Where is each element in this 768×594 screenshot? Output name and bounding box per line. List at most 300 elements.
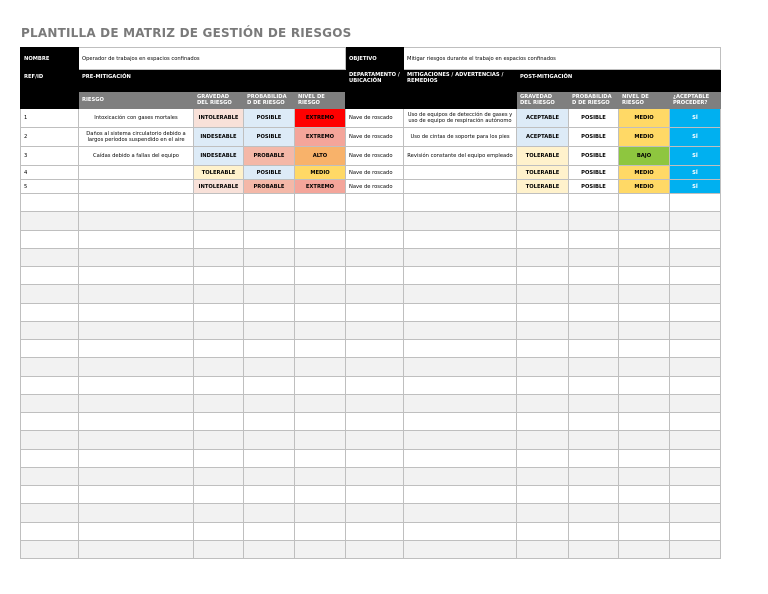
empty-cell[interactable] — [244, 358, 295, 376]
empty-cell[interactable] — [79, 486, 194, 504]
empty-cell[interactable] — [244, 285, 295, 303]
empty-cell[interactable] — [404, 212, 517, 230]
empty-cell[interactable] — [346, 394, 404, 412]
objetivo-label: OBJETIVO — [346, 48, 404, 70]
empty-cell[interactable] — [79, 376, 194, 394]
empty-cell[interactable] — [346, 449, 404, 467]
empty-cell[interactable] — [346, 504, 404, 522]
empty-cell[interactable] — [404, 431, 517, 449]
empty-cell[interactable] — [194, 194, 244, 212]
nivel-cell: ALTO — [295, 147, 346, 166]
mitigacion-cell[interactable]: Uso de equipos de detección de gases y uso de equipo de respiración autónomo — [404, 109, 517, 128]
post-gravedad-cell[interactable]: TOLERABLE — [517, 180, 569, 194]
empty-cell[interactable] — [670, 486, 721, 504]
empty-cell[interactable] — [619, 394, 670, 412]
empty-cell[interactable] — [517, 267, 569, 285]
empty-cell[interactable] — [295, 285, 346, 303]
empty-cell[interactable] — [619, 230, 670, 248]
empty-cell[interactable] — [670, 394, 721, 412]
departamento-cell[interactable]: Nave de roscado — [346, 166, 404, 180]
empty-cell[interactable] — [517, 467, 569, 485]
empty-cell[interactable] — [517, 212, 569, 230]
empty-cell[interactable] — [569, 394, 619, 412]
empty-cell[interactable] — [295, 467, 346, 485]
empty-cell[interactable] — [295, 449, 346, 467]
riesgo-cell[interactable] — [79, 166, 194, 180]
empty-cell[interactable] — [295, 358, 346, 376]
nivel-cell: EXTREMO — [295, 128, 346, 147]
empty-cell[interactable] — [569, 194, 619, 212]
empty-cell[interactable] — [346, 358, 404, 376]
empty-cell[interactable] — [517, 522, 569, 540]
empty-cell[interactable] — [619, 358, 670, 376]
post-gravedad-cell[interactable]: ACEPTABLE — [517, 109, 569, 128]
empty-cell[interactable] — [244, 540, 295, 558]
mitigacion-cell[interactable] — [404, 180, 517, 194]
gravedad-cell[interactable]: INDESEABLE — [194, 128, 244, 147]
empty-cell[interactable] — [21, 303, 79, 321]
empty-cell[interactable] — [517, 358, 569, 376]
empty-cell[interactable] — [79, 267, 194, 285]
ref-id-cell[interactable]: 4 — [21, 166, 79, 180]
empty-cell[interactable] — [244, 230, 295, 248]
empty-cell[interactable] — [670, 321, 721, 339]
empty-cell[interactable] — [21, 267, 79, 285]
empty-cell[interactable] — [295, 212, 346, 230]
empty-cell[interactable] — [295, 303, 346, 321]
empty-cell[interactable] — [295, 486, 346, 504]
empty-cell[interactable] — [21, 467, 79, 485]
empty-cell[interactable] — [404, 376, 517, 394]
post-probabilidad-cell[interactable]: POSIBLE — [569, 147, 619, 166]
empty-cell[interactable] — [670, 194, 721, 212]
empty-cell[interactable] — [619, 467, 670, 485]
empty-table-row — [21, 248, 721, 266]
empty-cell[interactable] — [244, 431, 295, 449]
empty-cell[interactable] — [569, 486, 619, 504]
empty-table-row — [21, 303, 721, 321]
empty-cell[interactable] — [79, 467, 194, 485]
empty-cell[interactable] — [346, 467, 404, 485]
empty-cell[interactable] — [21, 504, 79, 522]
empty-cell[interactable] — [569, 212, 619, 230]
riesgo-header: RIESGO — [79, 92, 194, 109]
gravedad-cell[interactable]: INDESEABLE — [194, 147, 244, 166]
nivel-header: NIVEL DE RIESGO — [295, 92, 346, 109]
empty-cell[interactable] — [517, 248, 569, 266]
empty-cell[interactable] — [295, 504, 346, 522]
empty-cell[interactable] — [404, 522, 517, 540]
empty-cell[interactable] — [619, 285, 670, 303]
empty-cell[interactable] — [517, 413, 569, 431]
empty-table-row — [21, 467, 721, 485]
post-probabilidad-cell[interactable]: POSIBLE — [569, 128, 619, 147]
empty-cell[interactable] — [21, 413, 79, 431]
empty-cell[interactable] — [194, 467, 244, 485]
empty-cell[interactable] — [404, 267, 517, 285]
empty-cell[interactable] — [619, 194, 670, 212]
empty-cell[interactable] — [619, 486, 670, 504]
empty-cell[interactable] — [346, 540, 404, 558]
riesgo-cell[interactable]: Intoxicación con gases mortales — [79, 109, 194, 128]
empty-cell[interactable] — [569, 504, 619, 522]
empty-cell[interactable] — [346, 431, 404, 449]
empty-cell[interactable] — [21, 431, 79, 449]
empty-cell[interactable] — [670, 504, 721, 522]
post-mitigacion-header: POST-MITIGACIÓN — [517, 70, 721, 92]
empty-cell[interactable] — [194, 248, 244, 266]
empty-cell[interactable] — [619, 212, 670, 230]
empty-cell[interactable] — [517, 321, 569, 339]
empty-cell[interactable] — [21, 321, 79, 339]
empty-cell[interactable] — [21, 486, 79, 504]
empty-cell[interactable] — [295, 522, 346, 540]
empty-cell[interactable] — [569, 540, 619, 558]
empty-cell[interactable] — [670, 431, 721, 449]
post-nivel-cell: MEDIO — [619, 109, 670, 128]
empty-cell[interactable] — [404, 358, 517, 376]
mitigaciones-header: MITIGACIONES / ADVERTENCIAS / REMEDIOS — [404, 70, 517, 109]
empty-cell[interactable] — [295, 267, 346, 285]
empty-cell[interactable] — [21, 194, 79, 212]
empty-cell[interactable] — [295, 431, 346, 449]
empty-cell[interactable] — [244, 522, 295, 540]
aceptable-cell[interactable]: SÍ — [670, 109, 721, 128]
empty-cell[interactable] — [244, 340, 295, 358]
empty-cell[interactable] — [79, 449, 194, 467]
empty-cell[interactable] — [670, 303, 721, 321]
empty-cell[interactable] — [619, 504, 670, 522]
departamento-cell[interactable]: Nave de roscado — [346, 147, 404, 166]
empty-table-row — [21, 522, 721, 540]
empty-cell[interactable] — [295, 340, 346, 358]
empty-table-row — [21, 449, 721, 467]
empty-cell[interactable] — [79, 504, 194, 522]
empty-cell[interactable] — [295, 248, 346, 266]
empty-cell[interactable] — [619, 540, 670, 558]
empty-cell[interactable] — [517, 303, 569, 321]
ref-id-header: REF/ID — [21, 70, 79, 109]
empty-cell[interactable] — [404, 413, 517, 431]
empty-cell[interactable] — [517, 285, 569, 303]
empty-cell[interactable] — [569, 358, 619, 376]
empty-cell[interactable] — [569, 303, 619, 321]
aceptable-cell[interactable]: SÍ — [670, 180, 721, 194]
empty-cell[interactable] — [404, 248, 517, 266]
probabilidad-cell[interactable]: POSIBLE — [244, 109, 295, 128]
empty-cell[interactable] — [21, 394, 79, 412]
empty-cell[interactable] — [569, 285, 619, 303]
riesgo-cell[interactable] — [79, 180, 194, 194]
empty-cell[interactable] — [619, 267, 670, 285]
post-nivel-cell: MEDIO — [619, 166, 670, 180]
empty-cell[interactable] — [194, 376, 244, 394]
empty-cell[interactable] — [569, 413, 619, 431]
empty-cell[interactable] — [569, 522, 619, 540]
departamento-cell[interactable]: Nave de roscado — [346, 180, 404, 194]
probabilidad-cell[interactable]: PROBABLE — [244, 147, 295, 166]
empty-cell[interactable] — [79, 285, 194, 303]
empty-cell[interactable] — [619, 340, 670, 358]
empty-cell[interactable] — [295, 540, 346, 558]
empty-cell[interactable] — [404, 486, 517, 504]
empty-cell[interactable] — [79, 303, 194, 321]
post-nivel-cell: BAJO — [619, 147, 670, 166]
empty-cell[interactable] — [194, 340, 244, 358]
riesgo-cell[interactable]: Caídas debido a fallas del equipo — [79, 147, 194, 166]
empty-cell[interactable] — [670, 212, 721, 230]
empty-cell[interactable] — [619, 248, 670, 266]
gravedad-cell[interactable]: INTOLERABLE — [194, 109, 244, 128]
table-row — [21, 147, 721, 166]
empty-cell[interactable] — [517, 431, 569, 449]
empty-cell[interactable] — [79, 413, 194, 431]
empty-cell[interactable] — [619, 376, 670, 394]
empty-cell[interactable] — [569, 467, 619, 485]
empty-cell[interactable] — [517, 194, 569, 212]
empty-cell[interactable] — [244, 194, 295, 212]
empty-cell[interactable] — [569, 449, 619, 467]
empty-cell[interactable] — [194, 504, 244, 522]
empty-cell[interactable] — [21, 449, 79, 467]
empty-cell[interactable] — [244, 486, 295, 504]
mitigacion-cell[interactable]: Uso de cintas de soporte para los pies — [404, 128, 517, 147]
empty-cell[interactable] — [569, 340, 619, 358]
empty-cell[interactable] — [79, 321, 194, 339]
empty-cell[interactable] — [79, 358, 194, 376]
post-gravedad-cell[interactable]: ACEPTABLE — [517, 128, 569, 147]
empty-cell[interactable] — [21, 358, 79, 376]
empty-cell[interactable] — [404, 467, 517, 485]
empty-cell[interactable] — [404, 303, 517, 321]
empty-cell[interactable] — [295, 194, 346, 212]
post-gravedad-cell[interactable]: TOLERABLE — [517, 166, 569, 180]
objetivo-value[interactable]: Mitigar riesgos durante el trabajo en espacios confinados — [404, 48, 721, 70]
empty-cell[interactable] — [244, 303, 295, 321]
empty-cell[interactable] — [79, 431, 194, 449]
empty-cell[interactable] — [21, 340, 79, 358]
post-probabilidad-cell[interactable]: POSIBLE — [569, 180, 619, 194]
empty-cell[interactable] — [346, 303, 404, 321]
empty-cell[interactable] — [21, 212, 79, 230]
empty-cell[interactable] — [670, 522, 721, 540]
empty-cell[interactable] — [569, 376, 619, 394]
empty-cell[interactable] — [670, 540, 721, 558]
empty-cell[interactable] — [295, 413, 346, 431]
ref-id-cell[interactable]: 5 — [21, 180, 79, 194]
ref-id-cell[interactable]: 1 — [21, 109, 79, 128]
probabilidad-cell[interactable]: PROBABLE — [244, 180, 295, 194]
empty-cell[interactable] — [21, 540, 79, 558]
empty-cell[interactable] — [295, 321, 346, 339]
empty-cell[interactable] — [244, 248, 295, 266]
empty-cell[interactable] — [346, 321, 404, 339]
empty-cell[interactable] — [21, 285, 79, 303]
empty-cell[interactable] — [346, 230, 404, 248]
riesgo-cell[interactable]: Daños al sistema circulatorio debido a largos períodos suspendido en el aire — [79, 128, 194, 147]
departamento-cell[interactable]: Nave de roscado — [346, 109, 404, 128]
empty-cell[interactable] — [569, 230, 619, 248]
empty-cell[interactable] — [517, 540, 569, 558]
post-probabilidad-cell[interactable]: POSIBLE — [569, 166, 619, 180]
empty-cell[interactable] — [194, 522, 244, 540]
empty-cell[interactable] — [346, 486, 404, 504]
empty-cell[interactable] — [619, 522, 670, 540]
empty-cell[interactable] — [619, 431, 670, 449]
empty-cell[interactable] — [244, 467, 295, 485]
empty-cell[interactable] — [21, 248, 79, 266]
empty-cell[interactable] — [517, 486, 569, 504]
empty-table-row — [21, 358, 721, 376]
empty-table-row — [21, 267, 721, 285]
empty-cell[interactable] — [244, 267, 295, 285]
empty-cell[interactable] — [79, 230, 194, 248]
empty-cell[interactable] — [21, 522, 79, 540]
empty-cell[interactable] — [194, 303, 244, 321]
empty-cell[interactable] — [517, 504, 569, 522]
empty-cell[interactable] — [619, 321, 670, 339]
empty-cell[interactable] — [295, 376, 346, 394]
empty-cell[interactable] — [670, 285, 721, 303]
empty-table-row — [21, 413, 721, 431]
empty-table-row — [21, 394, 721, 412]
empty-cell[interactable] — [194, 394, 244, 412]
probabilidad-cell[interactable]: POSIBLE — [244, 166, 295, 180]
empty-cell[interactable] — [404, 285, 517, 303]
empty-cell[interactable] — [295, 394, 346, 412]
nombre-value[interactable]: Operador de trabajos en espacios confinados — [79, 48, 346, 70]
empty-table-row — [21, 230, 721, 248]
empty-cell[interactable] — [670, 467, 721, 485]
empty-cell[interactable] — [79, 248, 194, 266]
post-probabilidad-cell[interactable]: POSIBLE — [569, 109, 619, 128]
empty-cell[interactable] — [346, 285, 404, 303]
ref-id-cell[interactable]: 2 — [21, 128, 79, 147]
empty-cell[interactable] — [346, 340, 404, 358]
post-nivel-cell: MEDIO — [619, 180, 670, 194]
empty-cell[interactable] — [346, 212, 404, 230]
empty-cell[interactable] — [404, 504, 517, 522]
empty-cell[interactable] — [670, 376, 721, 394]
departamento-cell[interactable]: Nave de roscado — [346, 128, 404, 147]
aceptable-cell[interactable]: SÍ — [670, 147, 721, 166]
empty-cell[interactable] — [194, 486, 244, 504]
ref-id-cell[interactable]: 3 — [21, 147, 79, 166]
empty-cell[interactable] — [79, 340, 194, 358]
aceptable-cell[interactable]: SÍ — [670, 166, 721, 180]
empty-table-row — [21, 540, 721, 558]
empty-cell[interactable] — [244, 212, 295, 230]
gravedad-cell[interactable]: INTOLERABLE — [194, 180, 244, 194]
empty-cell[interactable] — [404, 540, 517, 558]
empty-cell[interactable] — [569, 321, 619, 339]
empty-cell[interactable] — [194, 321, 244, 339]
empty-cell[interactable] — [670, 340, 721, 358]
empty-cell[interactable] — [517, 449, 569, 467]
empty-cell[interactable] — [21, 376, 79, 394]
empty-cell[interactable] — [670, 230, 721, 248]
empty-cell[interactable] — [79, 212, 194, 230]
empty-cell[interactable] — [670, 413, 721, 431]
empty-cell[interactable] — [346, 522, 404, 540]
empty-cell[interactable] — [346, 376, 404, 394]
empty-table-row — [21, 340, 721, 358]
empty-cell[interactable] — [79, 540, 194, 558]
empty-cell[interactable] — [346, 267, 404, 285]
aceptable-cell[interactable]: SÍ — [670, 128, 721, 147]
empty-cell[interactable] — [244, 376, 295, 394]
empty-cell[interactable] — [619, 413, 670, 431]
empty-cell[interactable] — [194, 267, 244, 285]
mitigacion-cell[interactable] — [404, 166, 517, 180]
empty-cell[interactable] — [79, 194, 194, 212]
empty-cell[interactable] — [194, 358, 244, 376]
empty-cell[interactable] — [194, 449, 244, 467]
empty-cell[interactable] — [346, 413, 404, 431]
empty-cell[interactable] — [517, 230, 569, 248]
nivel-cell: MEDIO — [295, 166, 346, 180]
empty-cell[interactable] — [346, 248, 404, 266]
empty-cell[interactable] — [404, 394, 517, 412]
empty-cell[interactable] — [517, 394, 569, 412]
empty-cell[interactable] — [670, 449, 721, 467]
empty-cell[interactable] — [194, 431, 244, 449]
empty-cell[interactable] — [619, 449, 670, 467]
empty-cell[interactable] — [244, 449, 295, 467]
empty-cell[interactable] — [244, 394, 295, 412]
table-row — [21, 180, 721, 194]
empty-cell[interactable] — [619, 303, 670, 321]
empty-cell[interactable] — [244, 321, 295, 339]
empty-cell[interactable] — [404, 449, 517, 467]
post-gravedad-cell[interactable]: TOLERABLE — [517, 147, 569, 166]
empty-cell[interactable] — [194, 540, 244, 558]
empty-cell[interactable] — [569, 267, 619, 285]
empty-cell[interactable] — [517, 340, 569, 358]
empty-cell[interactable] — [194, 285, 244, 303]
empty-cell[interactable] — [79, 394, 194, 412]
table-row — [21, 128, 721, 147]
empty-cell[interactable] — [346, 194, 404, 212]
empty-cell[interactable] — [670, 267, 721, 285]
empty-cell[interactable] — [404, 321, 517, 339]
probabilidad-cell[interactable]: POSIBLE — [244, 128, 295, 147]
empty-cell[interactable] — [295, 230, 346, 248]
empty-cell[interactable] — [569, 431, 619, 449]
empty-cell[interactable] — [244, 413, 295, 431]
empty-table-row — [21, 431, 721, 449]
empty-cell[interactable] — [670, 358, 721, 376]
empty-cell[interactable] — [21, 230, 79, 248]
empty-cell[interactable] — [194, 413, 244, 431]
empty-table-row — [21, 376, 721, 394]
empty-cell[interactable] — [569, 248, 619, 266]
gravedad-cell[interactable]: TOLERABLE — [194, 166, 244, 180]
empty-cell[interactable] — [404, 340, 517, 358]
empty-cell[interactable] — [404, 194, 517, 212]
empty-cell[interactable] — [194, 230, 244, 248]
empty-cell[interactable] — [670, 248, 721, 266]
empty-cell[interactable] — [79, 522, 194, 540]
gravedad-header: GRAVEDAD DEL RIESGO — [194, 92, 244, 109]
empty-cell[interactable] — [517, 376, 569, 394]
empty-cell[interactable] — [194, 212, 244, 230]
empty-cell[interactable] — [244, 504, 295, 522]
empty-cell[interactable] — [404, 230, 517, 248]
departamento-header: DEPARTAMENTO / UBICACIÓN — [346, 70, 404, 109]
post-nivel-header: NIVEL DE RIESGO — [619, 92, 670, 109]
mitigacion-cell[interactable]: Revisión constante del equipo empleado — [404, 147, 517, 166]
